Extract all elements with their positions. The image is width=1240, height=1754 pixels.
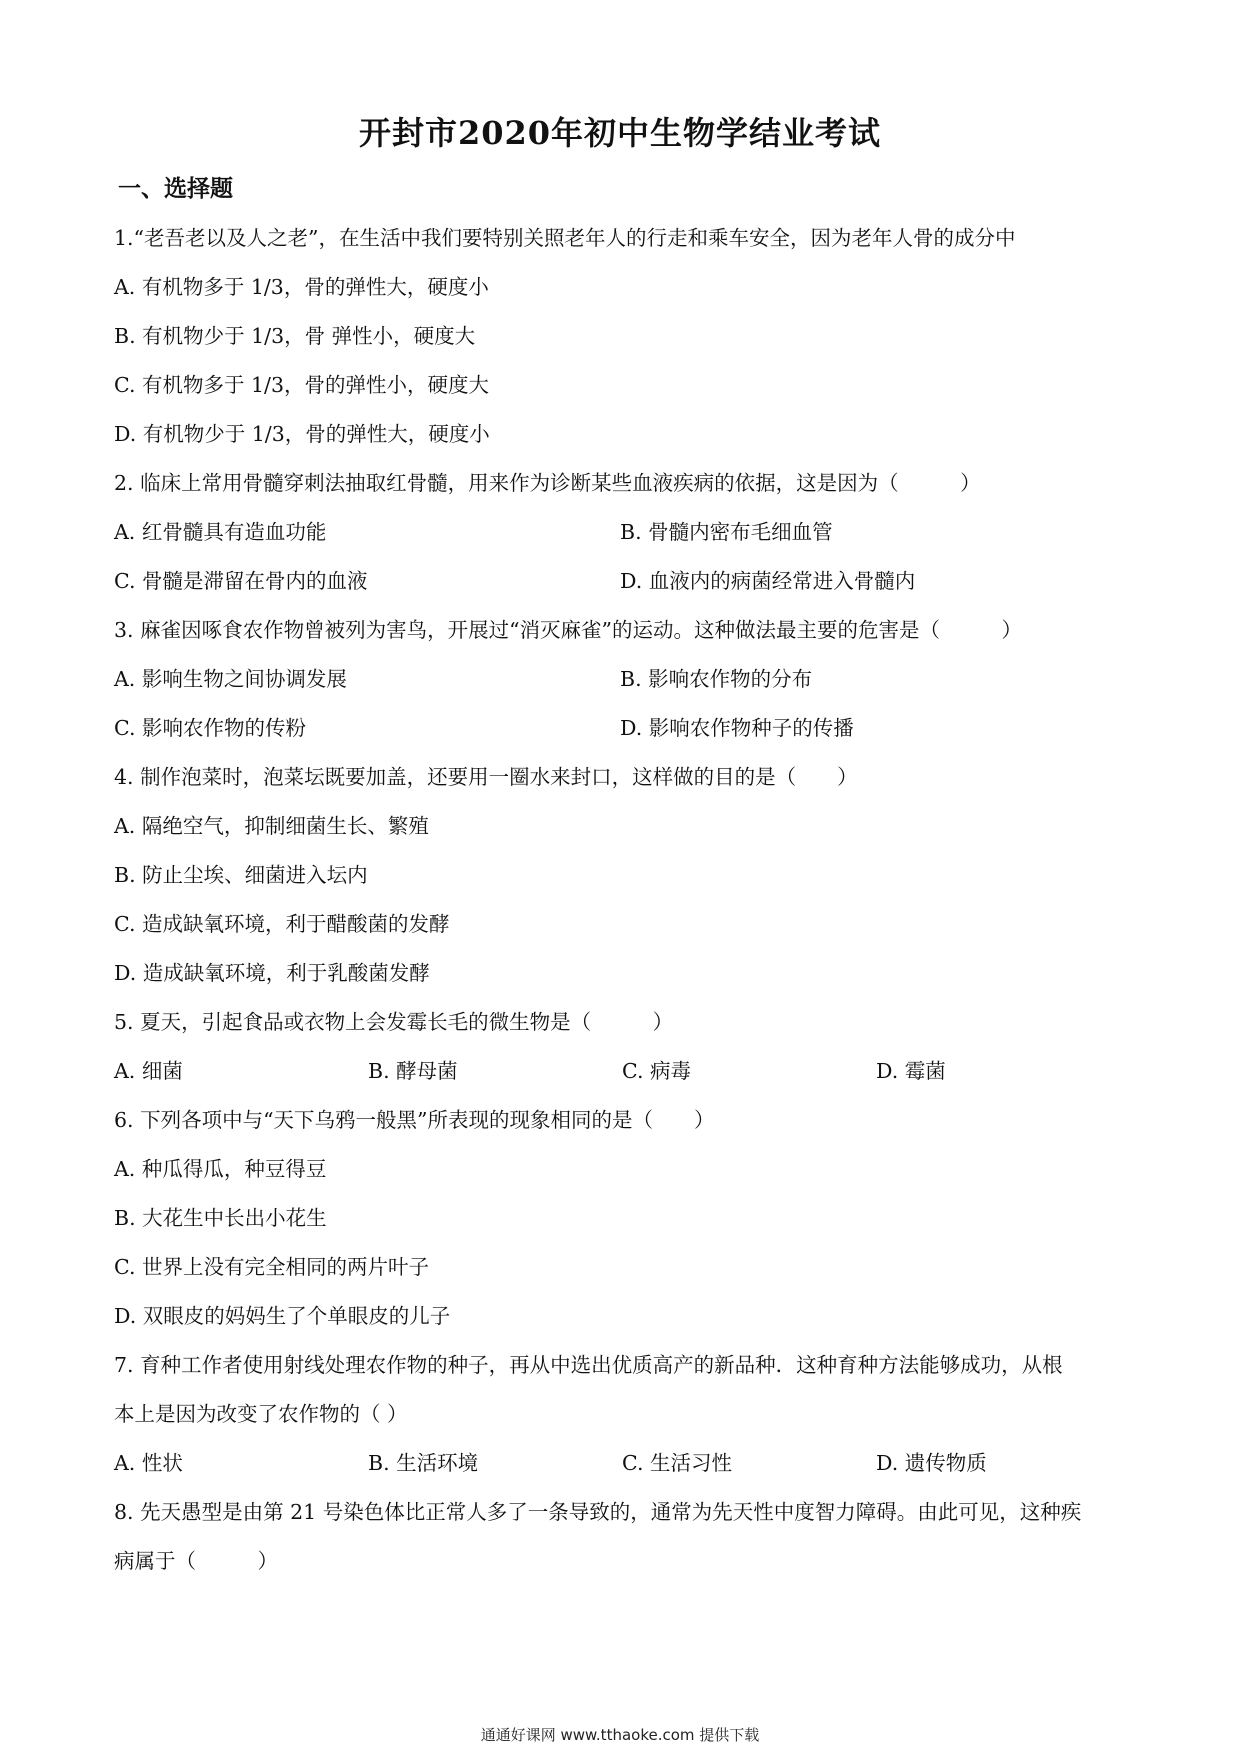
question-4-stem: 4. 制作泡菜时，泡菜坛既要加盖，还要用一圈水来封口，这样做的目的是（ ） [114,765,858,789]
question-4-option-d: D. 造成缺氧环境，利于乳酸菌发酵 [114,961,430,985]
footer-source: 通通好课网 www.tthaoke.com 提供下载 [480,1726,760,1744]
question-6-option-a: A. 种瓜得瓜，种豆得豆 [114,1157,327,1181]
question-4-option-a: A. 隔绝空气，抑制细菌生长、繁殖 [114,814,429,838]
question-5-stem: 5. 夏天，引起食品或衣物上会发霉长毛的微生物是（ ） [114,1010,674,1034]
question-8-stem-line-2: 病属于（ ） [114,1549,278,1573]
question-7-stem-line-1: 7. 育种工作者使用射线处理农作物的种子，再从中选出优质高产的新品种．这种育种方法能够成功，从根 [114,1353,1063,1377]
question-1-stem: 1.“老吾老以及人之老”，在生活中我们要特别关照老年人的行走和乘车安全，因为老年人骨的成分中 [114,226,1016,250]
question-5-option-c: C. 病毒 [622,1059,691,1083]
question-3-stem: 3. 麻雀因啄食农作物曾被列为害鸟，开展过“消灭麻雀”的运动。这种做法最主要的危害是（ ） [114,618,1023,642]
question-1-option-a: A. 有机物多于 1/3，骨的弹性大，硬度小 [114,275,489,299]
question-7-option-b: B. 生活环境 [368,1451,479,1475]
question-4-option-c: C. 造成缺氧环境，利于醋酸菌的发酵 [114,912,450,936]
question-6-option-d: D. 双眼皮的妈妈生了个单眼皮的儿子 [114,1304,451,1328]
question-6-option-b: B. 大花生中长出小花生 [114,1206,327,1230]
question-7-option-d: D. 遗传物质 [876,1451,987,1475]
question-5-option-b: B. 酵母菌 [368,1059,458,1083]
question-1-option-c: C. 有机物多于 1/3，骨的弹性小，硬度大 [114,373,489,397]
question-7-option-a: A. 性状 [114,1451,183,1475]
question-7-option-c: C. 生活习性 [622,1451,732,1475]
question-7-stem-line-2: 本上是因为改变了农作物的（ ） [114,1402,408,1426]
question-5-option-d: D. 霉菌 [876,1059,946,1083]
question-2-option-a: A. 红骨髓具有造血功能 [114,520,327,544]
question-2-option-b: B. 骨髓内密布毛细血管 [620,520,833,544]
question-5-option-a: A. 细菌 [114,1059,183,1083]
question-2-stem: 2. 临床上常用骨髓穿刺法抽取红骨髓，用来作为诊断某些血液疾病的依据，这是因为（ ） [114,471,981,495]
question-1-option-b: B. 有机物少于 1/3，骨 弹性小，硬度大 [114,324,476,348]
question-2-option-c: C. 骨髓是滞留在骨内的血液 [114,569,368,593]
question-4-option-b: B. 防止尘埃、细菌进入坛内 [114,863,368,887]
question-3-option-c: C. 影响农作物的传粉 [114,716,306,740]
question-6-stem: 6. 下列各项中与“天下乌鸦一般黑”所表现的现象相同的是（ ） [114,1108,715,1132]
question-3-option-b: B. 影响农作物的分布 [620,667,813,691]
question-3-option-a: A. 影响生物之间协调发展 [114,667,347,691]
question-3-option-d: D. 影响农作物种子的传播 [620,716,854,740]
question-8-stem-line-1: 8. 先天愚型是由第 21 号染色体比正常人多了一条导致的，通常为先天性中度智力障碍。由此可见，这种疾 [114,1500,1082,1524]
question-2-option-d: D. 血液内的病菌经常进入骨髓内 [620,569,916,593]
question-6-option-c: C. 世界上没有完全相同的两片叶子 [114,1255,429,1279]
page-title: 开封市2020年初中生物学结业考试 [358,114,882,152]
section-heading: 一、选择题 [118,175,233,202]
question-1-option-d: D. 有机物少于 1/3，骨的弹性大，硬度小 [114,422,490,446]
